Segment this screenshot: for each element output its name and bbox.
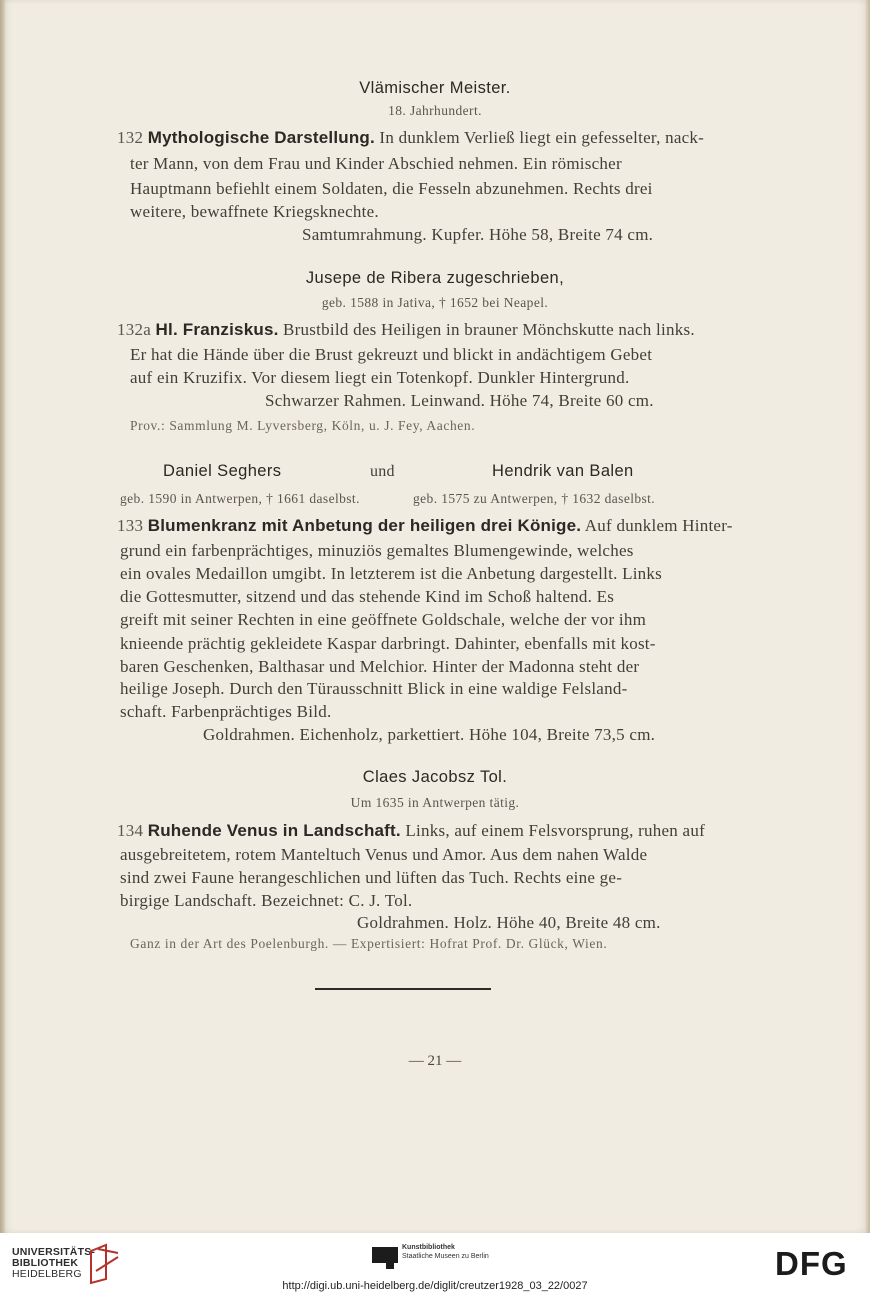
artist-heading-van-balen: Hendrik van Balen bbox=[492, 462, 634, 480]
artist-heading-tol: Claes Jacobsz Tol. bbox=[362, 768, 508, 786]
artist-dates-vlaemischer-meister: 18. Jahrhundert. bbox=[388, 103, 482, 118]
uni-logo-line-1: UNIVERSITÄTS- bbox=[12, 1246, 96, 1258]
expertise-note: Ganz in der Art des Poelenburgh. — Expertisiert: Hofrat Prof. Dr. Glück, Wien. bbox=[130, 936, 608, 951]
uni-logo-line-3: HEIDELBERG bbox=[12, 1268, 82, 1280]
entry-text-line: sind zwei Faune herangeschlichen und lüften das Tuch. Rechts eine ge- bbox=[120, 868, 623, 887]
dfg-logo[interactable]: DFG bbox=[775, 1245, 848, 1282]
entry-text-line: die Gottesmutter, sitzend und das stehende Kind im Schoß haltend. Es bbox=[120, 587, 615, 606]
entry-text-line: auf ein Kruzifix. Vor diesem liegt ein Totenkopf. Dunkler Hintergrund. bbox=[130, 368, 630, 387]
entry-text-line: birgige Landschaft. Bezeichnet: C. J. Tol. bbox=[120, 891, 413, 910]
source-url[interactable]: http://digi.ub.uni-heidelberg.de/diglit/creutzer1928_03_22/0027 bbox=[282, 1280, 588, 1292]
entry-text-line: schaft. Farbenprächtiges Bild. bbox=[120, 702, 332, 721]
entry-text-line: Hauptmann befiehlt einem Soldaten, die Fesseln abzunehmen. Rechts drei bbox=[130, 179, 653, 198]
entry-text-line: In dunklem Verließ liegt ein gefesselter, nack- bbox=[379, 128, 705, 147]
entry-text-line: greift mit seiner Rechten in eine geöffnete Goldschale, welche der vor ihm bbox=[120, 610, 647, 629]
page-number: — 21 — bbox=[408, 1053, 462, 1069]
entry-title: Ruhende Venus in Landschaft. bbox=[147, 821, 401, 840]
entry-text-line: Er hat die Hände über die Brust gekreuzt und blickt in andächtigem Gebet bbox=[130, 345, 653, 364]
uni-heidelberg-mark-icon bbox=[88, 1243, 122, 1285]
entry-text-line: Brustbild des Heiligen in brauner Mönchskutte nach links. bbox=[283, 320, 695, 339]
uni-heidelberg-logo[interactable] bbox=[12, 1247, 95, 1280]
entry-132a-first-line bbox=[117, 320, 695, 340]
kunstbibliothek-logo-icon[interactable] bbox=[372, 1247, 398, 1269]
artist-dates-ribera: geb. 1588 in Jativa, † 1652 bei Neapel. bbox=[321, 295, 549, 310]
entry-text-line: baren Geschenken, Balthasar und Melchior. Hinter der Madonna steht der bbox=[120, 657, 640, 676]
entry-text-line: ter Mann, von dem Frau und Kinder Abschied nehmen. Ein römischer bbox=[130, 154, 622, 173]
entry-number: 132 bbox=[117, 128, 144, 147]
entry-text-line: Auf dunklem Hinter- bbox=[584, 516, 733, 535]
entry-number: 134 bbox=[117, 821, 144, 840]
entry-title: Mythologische Darstellung. bbox=[147, 128, 375, 147]
artist-dates-tol: Um 1635 in Antwerpen tätig. bbox=[350, 795, 520, 810]
entry-title: Blumenkranz mit Anbetung der heiligen drei Könige. bbox=[147, 516, 582, 535]
artist-heading-vlaemischer-meister: Vlämischer Meister. bbox=[359, 79, 511, 97]
artist-dates-van-balen: geb. 1575 zu Antwerpen, † 1632 daselbst. bbox=[413, 491, 656, 506]
artist-dates-seghers: geb. 1590 in Antwerpen, † 1661 daselbst. bbox=[120, 491, 360, 506]
entry-specs: Goldrahmen. Holz. Höhe 40, Breite 48 cm. bbox=[357, 913, 661, 932]
artist-heading-ribera: Jusepe de Ribera zugeschrieben, bbox=[305, 269, 565, 287]
entry-text-line: Links, auf einem Felsvorsprung, ruhen auf bbox=[405, 821, 706, 840]
entry-number: 132a bbox=[117, 320, 152, 339]
entry-132-first-line bbox=[117, 128, 704, 148]
artist-heading-seghers: Daniel Seghers bbox=[163, 462, 282, 480]
entry-specs: Schwarzer Rahmen. Leinwand. Höhe 74, Breite 60 cm. bbox=[265, 391, 654, 410]
artist-connector: und bbox=[370, 463, 395, 480]
entry-specs: Goldrahmen. Eichenholz, parkettiert. Höhe 104, Breite 73,5 cm. bbox=[203, 725, 656, 744]
kunstbibliothek-name: Kunstbibliothek bbox=[402, 1244, 455, 1251]
entry-text-line: heilige Joseph. Durch den Türausschnitt Blick in eine waldige Felsland- bbox=[120, 679, 628, 698]
entry-text-line: knieende prächtig gekleidete Kaspar darbringt. Dahinter, ebenfalls mit kost- bbox=[120, 634, 656, 653]
kunstbibliothek-label bbox=[402, 1243, 489, 1261]
section-divider bbox=[315, 988, 491, 990]
entry-number: 133 bbox=[117, 516, 144, 535]
entry-text-line: grund ein farbenprächtiges, minuziös gemaltes Blumengewinde, welches bbox=[120, 541, 634, 560]
entry-134-first-line bbox=[117, 821, 705, 841]
uni-logo-line-2: BIBLIOTHEK bbox=[12, 1257, 79, 1269]
entry-title: Hl. Franziskus. bbox=[155, 320, 279, 339]
entry-text-line: weitere, bewaffnete Kriegsknechte. bbox=[130, 202, 379, 221]
entry-text-line: ein ovales Medaillon umgibt. In letzterem ist die Anbetung dargestellt. Links bbox=[120, 564, 663, 583]
provenance-note: Prov.: Sammlung M. Lyversberg, Köln, u. J. Fey, Aachen. bbox=[130, 418, 476, 433]
entry-specs: Samtumrahmung. Kupfer. Höhe 58, Breite 74 cm. bbox=[302, 225, 654, 244]
entry-133-first-line bbox=[117, 516, 733, 536]
kunstbibliothek-subtitle: Staatliche Museen zu Berlin bbox=[402, 1253, 489, 1260]
entry-text-line: ausgebreitetem, rotem Manteltuch Venus und Amor. Aus dem nahen Walde bbox=[120, 845, 648, 864]
